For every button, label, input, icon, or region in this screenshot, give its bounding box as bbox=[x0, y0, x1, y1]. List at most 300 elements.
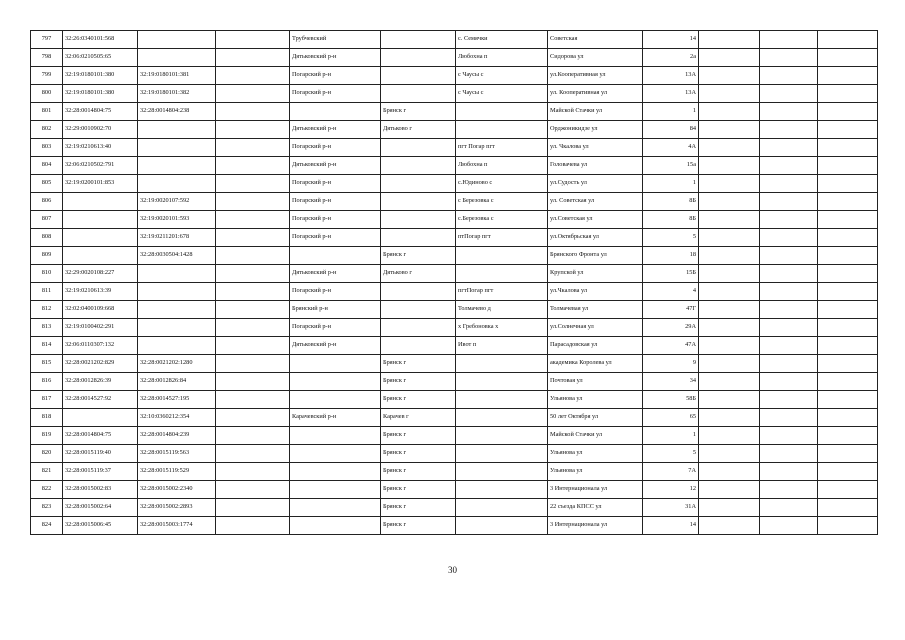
city-cell bbox=[381, 175, 456, 193]
cadastral-number-cell: 32:29:0020108:227 bbox=[63, 265, 138, 283]
extra-col-1-cell bbox=[699, 373, 760, 391]
settlement-cell bbox=[456, 391, 548, 409]
cadastral-number-2-cell: 32:28:0030504:1428 bbox=[138, 247, 216, 265]
extra-col-2-cell bbox=[760, 67, 818, 85]
district-cell: Дятьковский р-н bbox=[290, 49, 381, 67]
object-type-cell bbox=[216, 445, 290, 463]
table-row bbox=[31, 517, 878, 535]
street-cell: Майской Стачки ул bbox=[548, 103, 643, 121]
extra-col-3-cell bbox=[818, 193, 878, 211]
street-cell: Головачева ул bbox=[548, 157, 643, 175]
street-cell: Толмачевая ул bbox=[548, 301, 643, 319]
cadastral-number-2-cell: 32:19:0211201:678 bbox=[138, 229, 216, 247]
city-cell: Брянск г bbox=[381, 517, 456, 535]
object-type-cell bbox=[216, 355, 290, 373]
cadastral-number-2-cell: 32:19:0180101:382 bbox=[138, 85, 216, 103]
row-number-cell: 797 bbox=[31, 31, 63, 49]
extra-col-1-cell bbox=[699, 355, 760, 373]
extra-col-3-cell bbox=[818, 31, 878, 49]
extra-col-2-cell bbox=[760, 463, 818, 481]
extra-col-2-cell bbox=[760, 157, 818, 175]
object-type-cell bbox=[216, 103, 290, 121]
row-number-cell: 806 bbox=[31, 193, 63, 211]
cadastral-number-cell bbox=[63, 229, 138, 247]
row-number-cell: 813 bbox=[31, 319, 63, 337]
street-cell: академика Королева ул bbox=[548, 355, 643, 373]
extra-col-3-cell bbox=[818, 265, 878, 283]
extra-col-1-cell bbox=[699, 427, 760, 445]
table-row bbox=[31, 175, 878, 193]
table-row bbox=[31, 301, 878, 319]
city-cell bbox=[381, 301, 456, 319]
house-number-cell: 7А bbox=[643, 463, 699, 481]
extra-col-1-cell bbox=[699, 139, 760, 157]
row-number-cell: 819 bbox=[31, 427, 63, 445]
table-row bbox=[31, 247, 878, 265]
row-number-cell: 821 bbox=[31, 463, 63, 481]
extra-col-3-cell bbox=[818, 229, 878, 247]
extra-col-1-cell bbox=[699, 211, 760, 229]
settlement-cell: х Гребоновка х bbox=[456, 319, 548, 337]
settlement-cell: с Чаусы с bbox=[456, 67, 548, 85]
row-number-cell: 823 bbox=[31, 499, 63, 517]
table-row bbox=[31, 391, 878, 409]
extra-col-1-cell bbox=[699, 283, 760, 301]
city-cell: Брянск г bbox=[381, 103, 456, 121]
city-cell bbox=[381, 211, 456, 229]
extra-col-1-cell bbox=[699, 499, 760, 517]
house-number-cell: 5 bbox=[643, 229, 699, 247]
extra-col-3-cell bbox=[818, 499, 878, 517]
extra-col-3-cell bbox=[818, 409, 878, 427]
extra-col-2-cell bbox=[760, 31, 818, 49]
extra-col-3-cell bbox=[818, 319, 878, 337]
street-cell: ул.Советская ул bbox=[548, 211, 643, 229]
settlement-cell: с Березовка с bbox=[456, 193, 548, 211]
row-number-cell: 802 bbox=[31, 121, 63, 139]
street-cell: Парасадовская ул bbox=[548, 337, 643, 355]
city-cell bbox=[381, 139, 456, 157]
settlement-cell: птПогар пгт bbox=[456, 229, 548, 247]
settlement-cell: пгт Погар пгт bbox=[456, 139, 548, 157]
row-number-cell: 808 bbox=[31, 229, 63, 247]
cadastral-number-2-cell bbox=[138, 31, 216, 49]
table-row bbox=[31, 355, 878, 373]
extra-col-3-cell bbox=[818, 517, 878, 535]
district-cell bbox=[290, 355, 381, 373]
city-cell: Дятьково г bbox=[381, 121, 456, 139]
house-number-cell: 14 bbox=[643, 31, 699, 49]
extra-col-3-cell bbox=[818, 49, 878, 67]
extra-col-2-cell bbox=[760, 517, 818, 535]
extra-col-1-cell bbox=[699, 103, 760, 121]
extra-col-1-cell bbox=[699, 337, 760, 355]
extra-col-1-cell bbox=[699, 445, 760, 463]
object-type-cell bbox=[216, 283, 290, 301]
object-type-cell bbox=[216, 463, 290, 481]
district-cell: Погарский р-н bbox=[290, 319, 381, 337]
object-type-cell bbox=[216, 49, 290, 67]
cadastral-number-cell: 32:19:0210613:39 bbox=[63, 283, 138, 301]
object-type-cell bbox=[216, 31, 290, 49]
district-cell: Дятьковский р-н bbox=[290, 157, 381, 175]
cadastral-number-cell: 32:28:0015006:45 bbox=[63, 517, 138, 535]
extra-col-2-cell bbox=[760, 427, 818, 445]
house-number-cell: 13А bbox=[643, 85, 699, 103]
house-number-cell: 15а bbox=[643, 157, 699, 175]
object-type-cell bbox=[216, 229, 290, 247]
street-cell: Ульянова ул bbox=[548, 445, 643, 463]
extra-col-1-cell bbox=[699, 49, 760, 67]
cadastral-number-2-cell bbox=[138, 301, 216, 319]
cadastral-number-2-cell: 32:28:0014804:239 bbox=[138, 427, 216, 445]
object-type-cell bbox=[216, 373, 290, 391]
extra-col-3-cell bbox=[818, 85, 878, 103]
cadastral-number-cell: 32:28:0015119:40 bbox=[63, 445, 138, 463]
extra-col-2-cell bbox=[760, 481, 818, 499]
extra-col-3-cell bbox=[818, 67, 878, 85]
table-row bbox=[31, 319, 878, 337]
district-cell: Погарский р-н bbox=[290, 193, 381, 211]
extra-col-3-cell bbox=[818, 211, 878, 229]
cadastral-number-cell: 32:28:0014804:75 bbox=[63, 103, 138, 121]
city-cell: Брянск г bbox=[381, 463, 456, 481]
house-number-cell: 9 bbox=[643, 355, 699, 373]
extra-col-2-cell bbox=[760, 445, 818, 463]
extra-col-3-cell bbox=[818, 445, 878, 463]
street-cell: Крупской ул bbox=[548, 265, 643, 283]
settlement-cell bbox=[456, 355, 548, 373]
settlement-cell bbox=[456, 499, 548, 517]
extra-col-2-cell bbox=[760, 229, 818, 247]
street-cell: ул.Чкалова ул bbox=[548, 283, 643, 301]
cadastral-number-2-cell bbox=[138, 175, 216, 193]
house-number-cell: 18 bbox=[643, 247, 699, 265]
cadastral-number-2-cell bbox=[138, 139, 216, 157]
house-number-cell: 5 bbox=[643, 445, 699, 463]
row-number-cell: 803 bbox=[31, 139, 63, 157]
cadastral-number-cell: 32:28:0015119:37 bbox=[63, 463, 138, 481]
district-cell: Брянский р-н bbox=[290, 301, 381, 319]
settlement-cell: с.Березовка с bbox=[456, 211, 548, 229]
extra-col-2-cell bbox=[760, 139, 818, 157]
extra-col-3-cell bbox=[818, 175, 878, 193]
cadastral-number-cell: 32:06:0110307:132 bbox=[63, 337, 138, 355]
district-cell bbox=[290, 373, 381, 391]
cadastral-number-2-cell: 32:28:0021202:1280 bbox=[138, 355, 216, 373]
district-cell: Карачевский р-н bbox=[290, 409, 381, 427]
district-cell: Дятьковский р-н bbox=[290, 337, 381, 355]
object-type-cell bbox=[216, 193, 290, 211]
extra-col-2-cell bbox=[760, 121, 818, 139]
city-cell bbox=[381, 67, 456, 85]
district-cell: Погарский р-н bbox=[290, 67, 381, 85]
district-cell bbox=[290, 445, 381, 463]
extra-col-2-cell bbox=[760, 211, 818, 229]
cadastral-number-2-cell bbox=[138, 157, 216, 175]
city-cell: Брянск г bbox=[381, 247, 456, 265]
cadastral-number-cell: 32:19:0180101:380 bbox=[63, 85, 138, 103]
cadastral-number-2-cell: 32:19:0020107:592 bbox=[138, 193, 216, 211]
object-type-cell bbox=[216, 211, 290, 229]
house-number-cell: 1 bbox=[643, 103, 699, 121]
house-number-cell: 84 bbox=[643, 121, 699, 139]
object-type-cell bbox=[216, 121, 290, 139]
cadastral-number-cell: 32:28:0015002:64 bbox=[63, 499, 138, 517]
settlement-cell: пгтПогар пгт bbox=[456, 283, 548, 301]
row-number-cell: 798 bbox=[31, 49, 63, 67]
extra-col-3-cell bbox=[818, 121, 878, 139]
house-number-cell: 1 bbox=[643, 427, 699, 445]
row-number-cell: 820 bbox=[31, 445, 63, 463]
cadastral-number-2-cell: 32:10:0360212:354 bbox=[138, 409, 216, 427]
cadastral-number-cell: 32:28:0012826:39 bbox=[63, 373, 138, 391]
cadastral-number-cell: 32:28:0021202:829 bbox=[63, 355, 138, 373]
district-cell bbox=[290, 391, 381, 409]
city-cell bbox=[381, 283, 456, 301]
table-row bbox=[31, 229, 878, 247]
district-cell: Погарский р-н bbox=[290, 85, 381, 103]
extra-col-2-cell bbox=[760, 193, 818, 211]
table-row bbox=[31, 265, 878, 283]
house-number-cell: 58Б bbox=[643, 391, 699, 409]
street-cell: ул. Кооперативная ул bbox=[548, 85, 643, 103]
extra-col-1-cell bbox=[699, 85, 760, 103]
city-cell bbox=[381, 229, 456, 247]
city-cell bbox=[381, 193, 456, 211]
extra-col-1-cell bbox=[699, 319, 760, 337]
street-cell: Сидорова ул bbox=[548, 49, 643, 67]
table-row bbox=[31, 157, 878, 175]
cadastral-number-cell: 32:02:0400109:668 bbox=[63, 301, 138, 319]
house-number-cell: 47А bbox=[643, 337, 699, 355]
cadastral-number-cell: 32:19:0210613:40 bbox=[63, 139, 138, 157]
table-row bbox=[31, 31, 878, 49]
table-row bbox=[31, 193, 878, 211]
extra-col-2-cell bbox=[760, 355, 818, 373]
object-type-cell bbox=[216, 67, 290, 85]
cadastral-number-cell bbox=[63, 193, 138, 211]
object-type-cell bbox=[216, 157, 290, 175]
cadastral-number-cell bbox=[63, 211, 138, 229]
extra-col-1-cell bbox=[699, 481, 760, 499]
street-cell: ул.Октябрьская ул bbox=[548, 229, 643, 247]
house-number-cell: 4 bbox=[643, 283, 699, 301]
extra-col-1-cell bbox=[699, 121, 760, 139]
extra-col-3-cell bbox=[818, 301, 878, 319]
house-number-cell: 4А bbox=[643, 139, 699, 157]
house-number-cell: 13А bbox=[643, 67, 699, 85]
extra-col-2-cell bbox=[760, 391, 818, 409]
object-type-cell bbox=[216, 499, 290, 517]
house-number-cell: 29А bbox=[643, 319, 699, 337]
extra-col-1-cell bbox=[699, 175, 760, 193]
settlement-cell: Любохна п bbox=[456, 49, 548, 67]
district-cell: Погарский р-н bbox=[290, 283, 381, 301]
object-type-cell bbox=[216, 85, 290, 103]
street-cell: 3 Интернационала ул bbox=[548, 517, 643, 535]
row-number-cell: 805 bbox=[31, 175, 63, 193]
city-cell: Карачев г bbox=[381, 409, 456, 427]
cadastral-number-cell: 32:06:0210502:791 bbox=[63, 157, 138, 175]
city-cell bbox=[381, 319, 456, 337]
extra-col-2-cell bbox=[760, 373, 818, 391]
extra-col-3-cell bbox=[818, 247, 878, 265]
extra-col-1-cell bbox=[699, 463, 760, 481]
extra-col-3-cell bbox=[818, 391, 878, 409]
street-cell: ул.Кооперативная ул bbox=[548, 67, 643, 85]
extra-col-1-cell bbox=[699, 31, 760, 49]
cadastral-number-cell: 32:06:0210505:65 bbox=[63, 49, 138, 67]
street-cell: Брянского Фронта ул bbox=[548, 247, 643, 265]
extra-col-1-cell bbox=[699, 229, 760, 247]
cadastral-number-2-cell: 32:28:0015003:1774 bbox=[138, 517, 216, 535]
extra-col-2-cell bbox=[760, 337, 818, 355]
district-cell: Погарский р-н bbox=[290, 229, 381, 247]
district-cell bbox=[290, 427, 381, 445]
street-cell: Советская bbox=[548, 31, 643, 49]
extra-col-3-cell bbox=[818, 463, 878, 481]
house-number-cell: 31А bbox=[643, 499, 699, 517]
extra-col-1-cell bbox=[699, 391, 760, 409]
extra-col-2-cell bbox=[760, 49, 818, 67]
street-cell: ул.Солнечная ул bbox=[548, 319, 643, 337]
extra-col-3-cell bbox=[818, 337, 878, 355]
city-cell: Брянск г bbox=[381, 355, 456, 373]
street-cell: ул. Чкалова ул bbox=[548, 139, 643, 157]
extra-col-2-cell bbox=[760, 103, 818, 121]
city-cell: Брянск г bbox=[381, 499, 456, 517]
city-cell: Брянск г bbox=[381, 445, 456, 463]
table-row bbox=[31, 211, 878, 229]
row-number-cell: 807 bbox=[31, 211, 63, 229]
cadastral-number-cell: 32:19:0180101:380 bbox=[63, 67, 138, 85]
district-cell: Дятьковский р-н bbox=[290, 121, 381, 139]
settlement-cell bbox=[456, 427, 548, 445]
extra-col-2-cell bbox=[760, 265, 818, 283]
city-cell: Брянск г bbox=[381, 373, 456, 391]
district-cell bbox=[290, 481, 381, 499]
row-number-cell: 804 bbox=[31, 157, 63, 175]
city-cell: Брянск г bbox=[381, 427, 456, 445]
page-number: 30 bbox=[448, 565, 457, 575]
object-type-cell bbox=[216, 265, 290, 283]
object-type-cell bbox=[216, 175, 290, 193]
district-cell bbox=[290, 103, 381, 121]
table-row bbox=[31, 463, 878, 481]
extra-col-1-cell bbox=[699, 517, 760, 535]
cadastral-number-2-cell: 32:28:0015119:529 bbox=[138, 463, 216, 481]
row-number-cell: 818 bbox=[31, 409, 63, 427]
cadastral-number-2-cell: 32:19:0020101:593 bbox=[138, 211, 216, 229]
object-type-cell bbox=[216, 481, 290, 499]
object-type-cell bbox=[216, 337, 290, 355]
house-number-cell: 1 bbox=[643, 175, 699, 193]
object-type-cell bbox=[216, 319, 290, 337]
district-cell: Погарский р-н bbox=[290, 211, 381, 229]
settlement-cell: с. Семячки bbox=[456, 31, 548, 49]
house-number-cell: 2а bbox=[643, 49, 699, 67]
cadastral-number-2-cell: 32:28:0015002:2893 bbox=[138, 499, 216, 517]
cadastral-number-cell: 32:19:0200101:853 bbox=[63, 175, 138, 193]
city-cell bbox=[381, 31, 456, 49]
settlement-cell bbox=[456, 121, 548, 139]
extra-col-1-cell bbox=[699, 409, 760, 427]
district-cell: Трубчевский bbox=[290, 31, 381, 49]
city-cell bbox=[381, 157, 456, 175]
table-row bbox=[31, 481, 878, 499]
city-cell bbox=[381, 337, 456, 355]
street-cell: 3 Интернационала ул bbox=[548, 481, 643, 499]
extra-col-3-cell bbox=[818, 103, 878, 121]
settlement-cell bbox=[456, 409, 548, 427]
table-row bbox=[31, 445, 878, 463]
street-cell: Ульянова ул bbox=[548, 391, 643, 409]
cadastral-number-2-cell bbox=[138, 283, 216, 301]
table-row bbox=[31, 103, 878, 121]
cadastral-number-2-cell bbox=[138, 337, 216, 355]
extra-col-2-cell bbox=[760, 301, 818, 319]
extra-col-1-cell bbox=[699, 157, 760, 175]
object-type-cell bbox=[216, 427, 290, 445]
table-row bbox=[31, 427, 878, 445]
extra-col-3-cell bbox=[818, 355, 878, 373]
settlement-cell: с.Юдиново с bbox=[456, 175, 548, 193]
settlement-cell bbox=[456, 481, 548, 499]
extra-col-1-cell bbox=[699, 301, 760, 319]
cadastral-number-2-cell: 32:28:0012826:84 bbox=[138, 373, 216, 391]
table-row bbox=[31, 499, 878, 517]
extra-col-3-cell bbox=[818, 139, 878, 157]
cadastral-number-cell bbox=[63, 247, 138, 265]
cadastral-number-2-cell: 32:28:0014804:238 bbox=[138, 103, 216, 121]
row-number-cell: 799 bbox=[31, 67, 63, 85]
settlement-cell bbox=[456, 517, 548, 535]
extra-col-3-cell bbox=[818, 157, 878, 175]
cadastral-number-2-cell bbox=[138, 319, 216, 337]
row-number-cell: 824 bbox=[31, 517, 63, 535]
row-number-cell: 809 bbox=[31, 247, 63, 265]
extra-col-2-cell bbox=[760, 247, 818, 265]
house-number-cell: 8Б bbox=[643, 211, 699, 229]
cadastral-number-cell: 32:28:0014527:92 bbox=[63, 391, 138, 409]
district-cell bbox=[290, 499, 381, 517]
cadastral-number-cell: 32:28:0015002:83 bbox=[63, 481, 138, 499]
table-row bbox=[31, 283, 878, 301]
extra-col-1-cell bbox=[699, 67, 760, 85]
house-number-cell: 47Г bbox=[643, 301, 699, 319]
extra-col-2-cell bbox=[760, 409, 818, 427]
city-cell bbox=[381, 85, 456, 103]
table-row bbox=[31, 121, 878, 139]
house-number-cell: 65 bbox=[643, 409, 699, 427]
street-cell: Ульянова ул bbox=[548, 463, 643, 481]
city-cell: Брянск г bbox=[381, 481, 456, 499]
extra-col-3-cell bbox=[818, 373, 878, 391]
extra-col-2-cell bbox=[760, 283, 818, 301]
object-type-cell bbox=[216, 139, 290, 157]
settlement-cell bbox=[456, 445, 548, 463]
street-cell: ул.Судость ул bbox=[548, 175, 643, 193]
cadastral-number-cell bbox=[63, 409, 138, 427]
house-number-cell: 15Б bbox=[643, 265, 699, 283]
street-cell: 22 съезда КПСС ул bbox=[548, 499, 643, 517]
extra-col-1-cell bbox=[699, 247, 760, 265]
settlement-cell bbox=[456, 463, 548, 481]
city-cell: Дятьково г bbox=[381, 265, 456, 283]
registry-sheet bbox=[30, 30, 878, 535]
extra-col-2-cell bbox=[760, 319, 818, 337]
